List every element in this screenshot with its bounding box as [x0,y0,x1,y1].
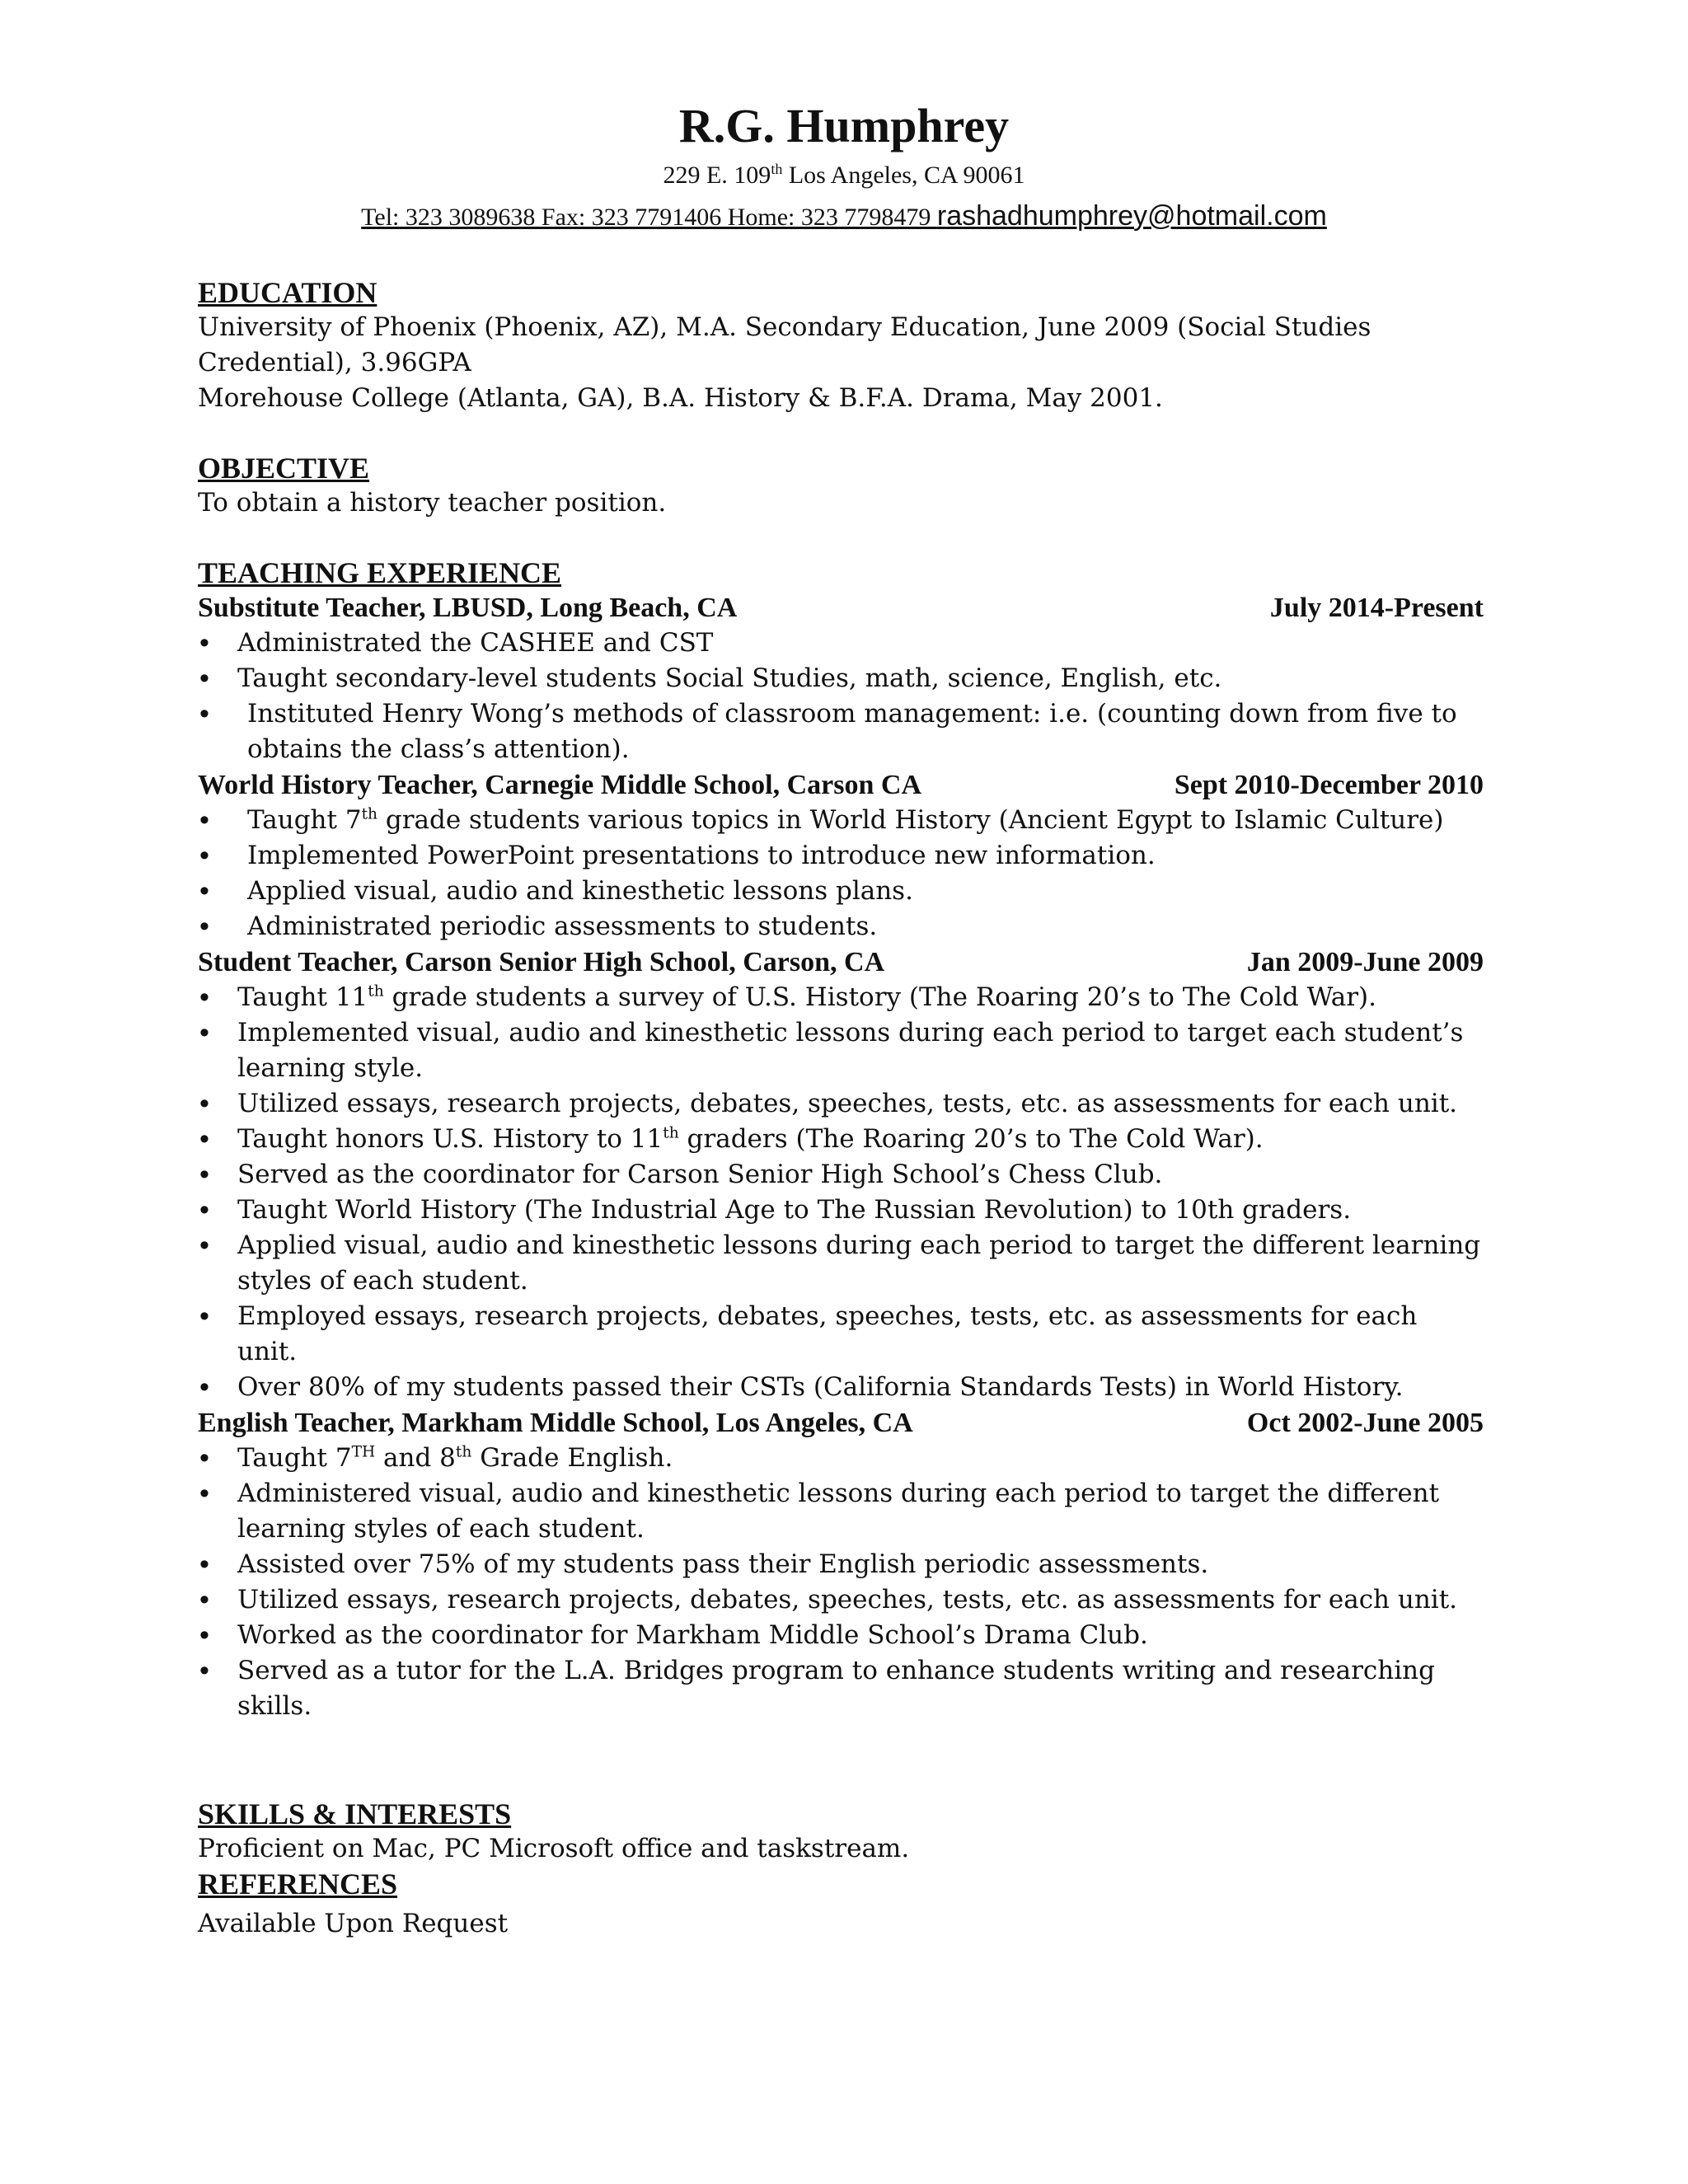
list-item: • Utilized essays, research projects, debates, speeches, tests, etc. as assessments for each unit. [198,1582,1484,1618]
address-suffix: th [771,161,783,177]
bullet-icon: • [199,840,209,871]
job-role: Substitute Teacher, LBUSD, Long Beach, CA [198,593,738,623]
list-item: • Worked as the coordinator for Markham Middle School’s Drama Club. [198,1618,1484,1653]
list-item: • Over 80% of my students passed their CSTs (California Standards Tests) in World History. [198,1370,1484,1405]
list-item: • Taught 7TH and 8th Grade English. [198,1441,1484,1476]
bullet-icon: • [199,1159,209,1190]
list-item: • Utilized essays, research projects, debates, speeches, tests, etc. as assessments for each unit. [198,1086,1484,1122]
education-line: Morehouse College (Atlanta, GA), B.A. History & B.F.A. Drama, May 2001. [198,383,1163,413]
bullet-icon: • [199,1584,209,1615]
experience-heading: TEACHING EXPERIENCE [198,556,562,589]
list-item: • Served as the coordinator for Carson Senior High School’s Chess Club. [198,1157,1484,1193]
bullet-icon: • [199,911,209,942]
skills-heading: SKILLS & INTERESTS [198,1797,512,1830]
skills-text: Proficient on Mac, PC Microsoft office and taskstream. [198,1834,910,1863]
list-item: • Applied visual, audio and kinesthetic lessons plans. [198,874,1484,909]
candidate-name: R.G. Humphrey [678,99,1010,152]
bullet-icon: • [199,1301,209,1332]
list-item: • Employed essays, research projects, debates, speeches, tests, etc. as assessments for each unit. [199,1301,1418,1366]
job-header [198,1405,1484,1441]
address-street: 229 E. 109 [663,162,771,189]
contact-phones: Tel: 323 3089638 Fax: 323 7791406 Home: 323 7798479 [361,204,937,231]
job-role: World History Teacher, Carnegie Middle School, Carson CA [198,770,922,800]
bullet-icon: • [199,804,209,836]
list-item: • Administrated the CASHEE and CST [198,626,1484,661]
bullet-icon: • [199,1442,209,1474]
bullet-icon: • [199,1478,209,1509]
job-header [198,944,1484,980]
list-item: • Taught honors U.S. History to 11th graders (The Roaring 20’s to The Cold War). [198,1122,1484,1157]
job-bullets [198,1441,1484,1724]
job-bullets [198,803,1484,944]
bullet-icon: • [199,1619,209,1651]
references-heading: REFERENCES [198,1868,398,1900]
list-item: • Assisted over 75% of my students pass their English periodic assessments. [198,1547,1484,1582]
list-item: • Taught 7th grade students various topics in World History (Ancient Egypt to Islamic Culture) [198,803,1484,838]
job-role: English Teacher, Markham Middle School, Los Angeles, CA [198,1408,913,1438]
education-line: Credential), 3.96GPA [198,348,471,377]
job-role: Student Teacher, Carson Senior High School, Carson, CA [198,947,885,977]
list-item: • Instituted Henry Wong’s methods of classroom management: i.e. (counting down from five to obtains the class’s attention). [199,698,1457,764]
bullet-icon: • [199,1230,209,1261]
list-item: • Taught 11th grade students a survey of U.S. History (The Roaring 20’s to The Cold War). [198,980,1484,1015]
list-item: • Applied visual, audio and kinesthetic lessons during each period to target the different learning styles of each student. [199,1230,1481,1296]
objective-heading: OBJECTIVE [198,452,370,485]
job-dates: Jan 2009-June 2009 [1246,947,1484,977]
bullet-icon: • [199,663,209,694]
list-item: • Implemented visual, audio and kinesthetic lessons during each period to target each student’s learning style. [199,1017,1464,1083]
bullet-icon: • [199,1017,209,1048]
job-header [198,590,1484,626]
bullet-icon: • [199,1549,209,1580]
list-item: • Administrated periodic assessments to students. [198,909,1484,944]
references-text: Available Upon Request [198,1909,509,1938]
list-item: • Taught World History (The Industrial Age to The Russian Revolution) to 10th graders. [198,1193,1484,1228]
bullet-icon: • [199,1655,209,1686]
list-item: • Served as a tutor for the L.A. Bridges program to enhance students writing and researching skills. [199,1655,1435,1721]
email-link[interactable]: rashadhumphrey@hotmail.com [936,200,1327,232]
education-heading: EDUCATION [198,276,377,309]
bullet-icon: • [199,698,209,729]
address [0,160,1688,191]
education-line: University of Phoenix (Phoenix, AZ), M.A. Secondary Education, June 2009 (Social Studies [198,312,1372,342]
list-item: • Taught secondary-level students Social Studies, math, science, English, etc. [198,661,1484,696]
bullet-icon: • [199,1123,209,1155]
bullet-icon: • [199,1371,209,1403]
resume-body [198,275,1484,1942]
contact-line [0,199,1688,234]
objective-text: To obtain a history teacher position. [198,488,667,518]
resume-header [0,97,1688,234]
bullet-icon: • [199,1194,209,1226]
job-bullets [198,696,1484,767]
bullet-icon: • [199,875,209,907]
job-bullets [198,626,1484,696]
bullet-icon: • [199,982,209,1013]
job-header [198,767,1484,803]
address-city: Los Angeles, CA 90061 [782,162,1025,189]
list-item: • Administered visual, audio and kinesthetic lessons during each period to target the different learning styles of each student. [199,1478,1440,1544]
list-item: • Implemented PowerPoint presentations to introduce new information. [198,838,1484,874]
job-dates: July 2014-Present [1269,593,1484,623]
job-dates: Oct 2002-June 2005 [1246,1408,1484,1438]
bullet-icon: • [199,627,209,658]
bullet-icon: • [199,1088,209,1119]
job-dates: Sept 2010-December 2010 [1174,770,1484,800]
job-bullets [198,980,1484,1405]
